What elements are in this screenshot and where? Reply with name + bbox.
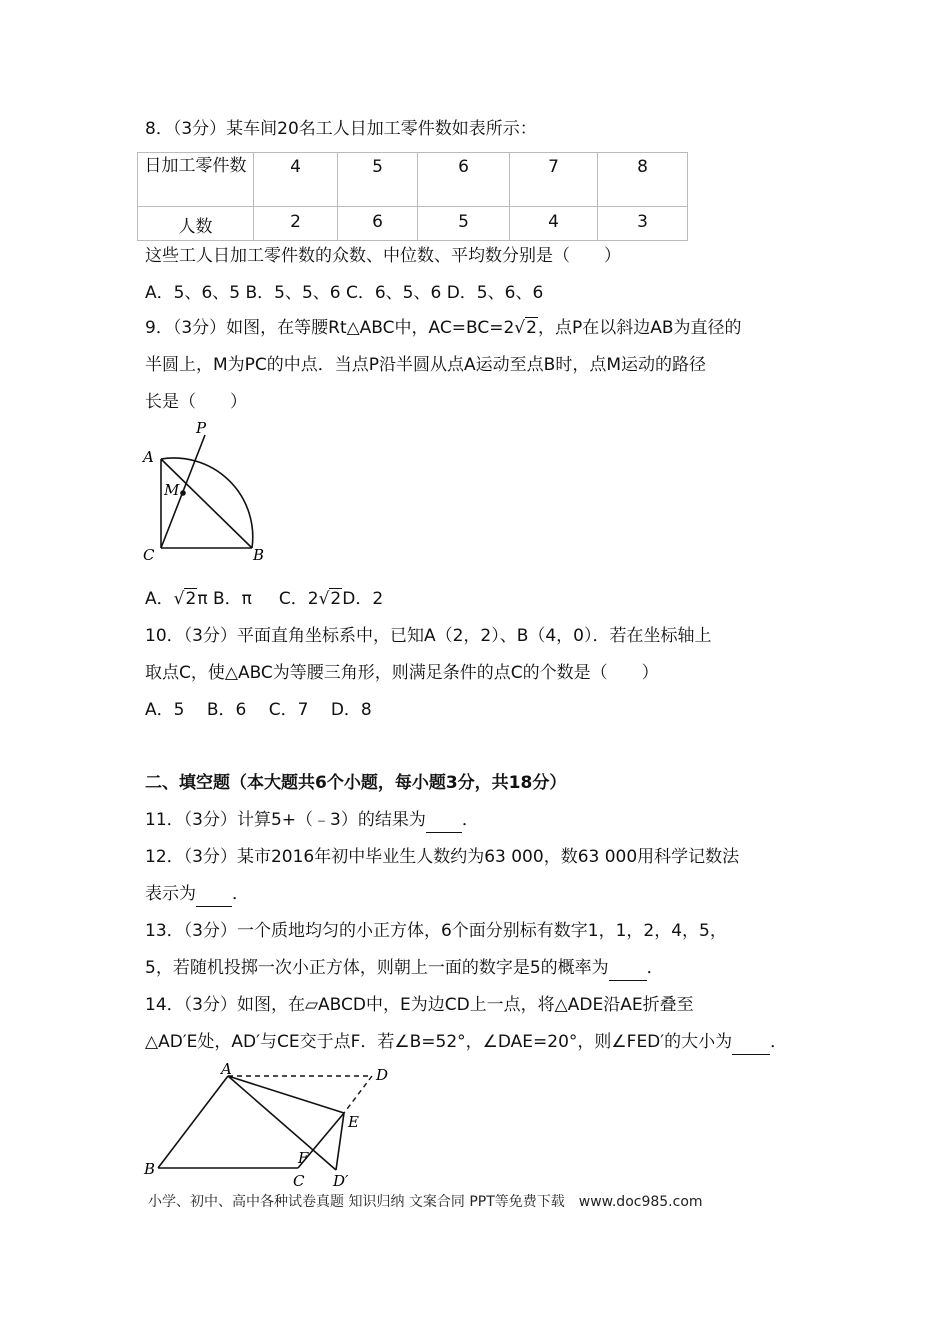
q14-label-a: A — [221, 1060, 232, 1078]
q9-options — [145, 587, 383, 611]
q8-table-cell: 4 — [254, 153, 338, 207]
q14-line2 — [145, 1030, 787, 1055]
q8-table-cell: 8 — [598, 153, 688, 207]
answer-blank — [732, 1030, 770, 1055]
q10-line2: 取点C，使△ABC为等腰三角形，则满足条件的点C的个数是（ ） — [145, 663, 659, 683]
q9-opt-c-pre: C．2 — [278, 589, 319, 609]
q9-opt-a-post: π B．π — [197, 589, 252, 609]
q8-table-cell: 3 — [598, 207, 688, 241]
q10-line1: 10．（3分）平面直角坐标系中，已知A（2，2）、B（4，0）．若在坐标轴上 — [145, 626, 712, 646]
q11-pre: 11．（3分）计算5+（﹣3）的结果为 — [145, 810, 426, 830]
q14-figure — [140, 1060, 400, 1190]
q8-table-cell: 6 — [338, 207, 418, 241]
q8-table-cell: 5 — [338, 153, 418, 207]
q8-table-cell: 4 — [510, 207, 598, 241]
q11 — [145, 808, 479, 833]
q8-table-cell: 7 — [510, 153, 598, 207]
q9-label-c: C — [143, 546, 155, 564]
q14-line2-post: ． — [770, 1032, 788, 1052]
q12-line1: 12．（3分）某市2016年初中毕业生人数约为63 000，数63 000用科学记数法 — [145, 847, 740, 867]
q14-line1: 14．（3分）如图，在▱ABCD中，E为边CD上一点，将△ADE沿AE折叠至 — [145, 995, 694, 1015]
q9-label-b: B — [253, 546, 265, 564]
q14-segment-ab — [158, 1076, 228, 1168]
q9-point-m — [180, 490, 186, 496]
answer-blank — [426, 808, 462, 833]
q9-figure — [138, 418, 283, 568]
q9-line1-radicand: 2 — [526, 318, 537, 338]
q14-segment-de-dashed — [344, 1076, 372, 1113]
q9-label-m: M — [164, 481, 180, 499]
q8-stem: 8．（3分）某车间20名工人日加工零件数如表所示： — [145, 119, 537, 139]
q14-label-f: F — [298, 1149, 309, 1167]
q14-label-e: E — [348, 1113, 359, 1131]
q9-opt-c-radicand: 2 — [330, 589, 342, 609]
q12-line2-pre: 表示为 — [145, 884, 196, 904]
sqrt-symbol: √2 — [318, 589, 342, 609]
q13-line1: 13．（3分）一个质地均匀的小正方体，6个面分别标有数字1，1，2，4，5， — [145, 921, 727, 941]
q12-line2 — [145, 882, 249, 907]
q14-segment-ae — [228, 1076, 344, 1113]
sqrt-symbol: √2 — [173, 589, 197, 609]
q8-options: A．5、6、5 B．5、5、6 C．6、5、6 D．5、6、6 — [145, 283, 544, 303]
sqrt-symbol: √2 — [514, 318, 537, 338]
q9-segment-ab — [161, 459, 252, 548]
page-footer: 小学、初中、高中各种试卷真题 知识归纳 文案合同 PPT等免费下载 www.doc985.com — [148, 1194, 703, 1210]
q9-line1-post: ，点P在以斜边AB为直径的 — [537, 318, 742, 338]
q8-table-cell: 6 — [418, 153, 510, 207]
q9-label-a: A — [143, 448, 154, 466]
q8-table — [137, 152, 688, 241]
q14-label-d-prime: D′ — [333, 1172, 349, 1190]
q9-line1 — [145, 316, 742, 340]
q9-line1-pre: 9．（3分）如图，在等腰Rt△ABC中，AC=BC=2 — [145, 318, 515, 338]
q12-line2-post: ． — [232, 884, 249, 904]
q10-options: A．5 B．6 C．7 D．8 — [145, 700, 372, 720]
q8-table-header-label: 日加工零件数 — [138, 153, 254, 207]
q9-line2: 半圆上，M为PC的中点．当点P沿半圆从点A运动至点B时，点M运动的路径 — [145, 355, 706, 375]
q14-label-c: C — [293, 1172, 305, 1190]
q9-label-p: P — [196, 419, 207, 437]
q13-line2-pre: 5，若随机投掷一次小正方体，则朝上一面的数字是5的概率为 — [145, 958, 609, 978]
q9-opt-a-pre: A． — [145, 589, 174, 609]
q14-line2-pre: △AD′E处，AD′与CE交于点F．若∠B=52°，∠DAE=20°，则∠FED′的大小为 — [145, 1032, 733, 1052]
q9-opt-d: D．2 — [342, 589, 384, 609]
q9-line3: 长是（ ） — [145, 392, 247, 412]
answer-blank — [609, 956, 647, 981]
q8-table-row-label: 人数 — [138, 207, 254, 241]
q14-label-d: D — [376, 1066, 389, 1084]
answer-blank — [196, 882, 232, 907]
q9-opt-a-radicand: 2 — [185, 589, 197, 609]
q14-label-b: B — [144, 1160, 156, 1178]
q8-table-cell: 5 — [418, 207, 510, 241]
section2-title: 二、填空题（本大题共6个小题，每小题3分，共18分） — [145, 773, 567, 793]
q8-table-cell: 2 — [254, 207, 338, 241]
q11-post: ． — [461, 810, 479, 830]
q13-line2 — [145, 956, 664, 981]
q8-question: 这些工人日加工零件数的众数、中位数、平均数分别是（ ） — [145, 246, 621, 266]
q13-line2-post: ． — [646, 958, 664, 978]
q14-segment-ad-prime — [228, 1076, 336, 1170]
